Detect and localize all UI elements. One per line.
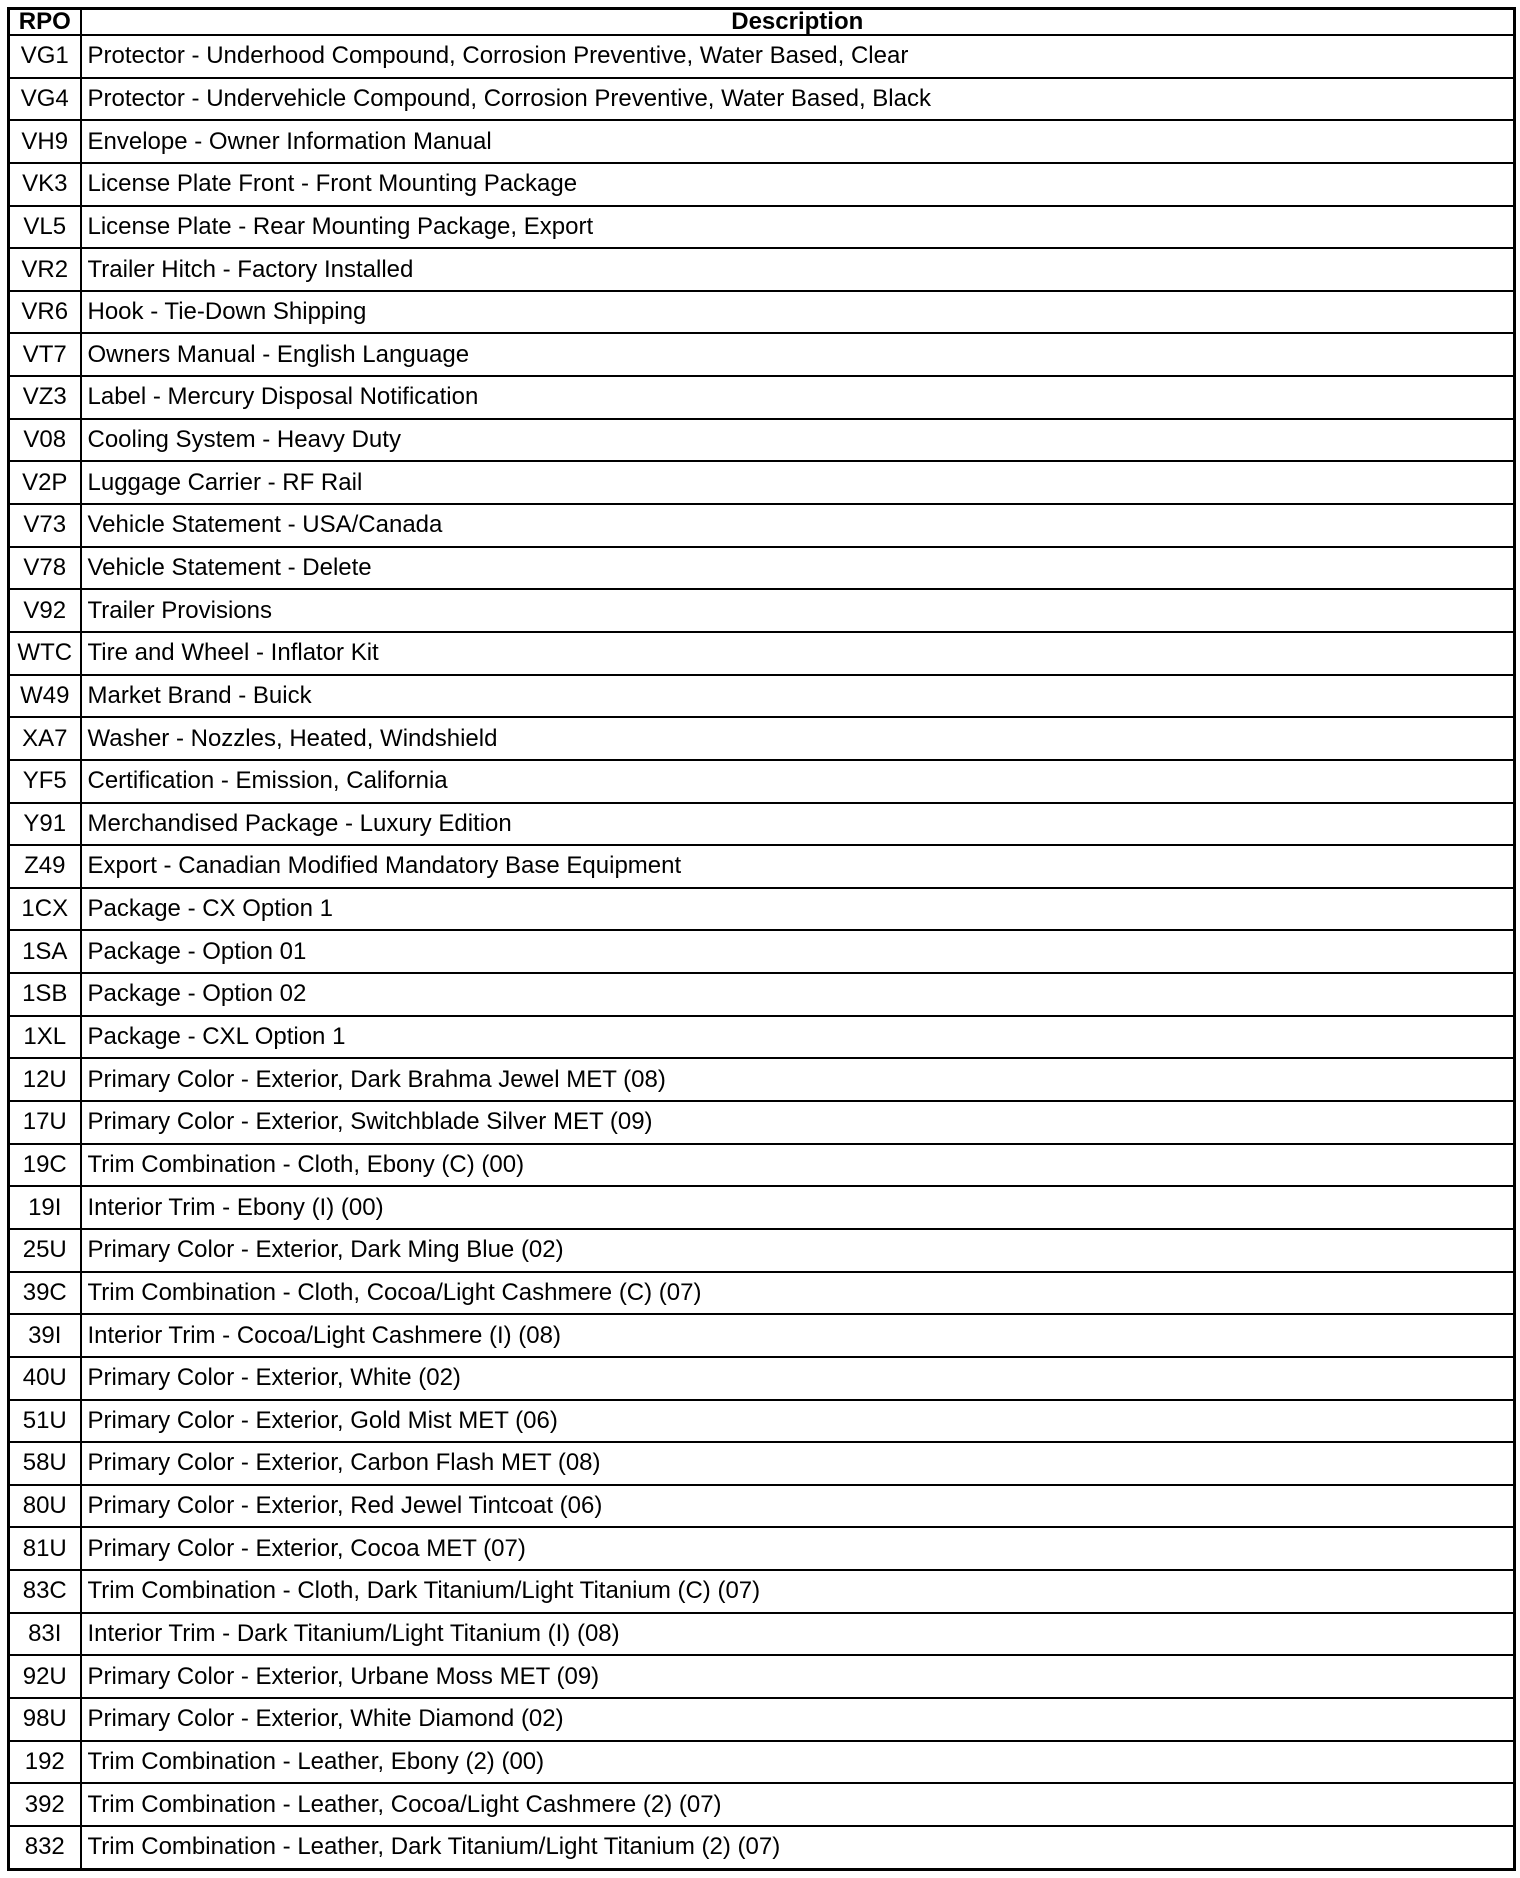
table-row	[9, 930, 1515, 973]
rpo-code-cell: 392	[9, 1783, 81, 1826]
rpo-code-cell: VZ3	[9, 376, 81, 419]
rpo-code-cell: VH9	[9, 120, 81, 163]
description-cell: Certification - Emission, California	[81, 760, 1515, 803]
rpo-code-cell: WTC	[9, 632, 81, 675]
rpo-code-cell: 39C	[9, 1272, 81, 1315]
description-cell: Primary Color - Exterior, Urbane Moss MET (09)	[81, 1655, 1515, 1698]
table-row	[9, 1229, 1515, 1272]
description-cell: Export - Canadian Modified Mandatory Base Equipment	[81, 845, 1515, 888]
rpo-code-cell: Z49	[9, 845, 81, 888]
table-row	[9, 376, 1515, 419]
table-row	[9, 803, 1515, 846]
table-row	[9, 1101, 1515, 1144]
description-cell: Washer - Nozzles, Heated, Windshield	[81, 717, 1515, 760]
table-row	[9, 333, 1515, 376]
rpo-code-cell: W49	[9, 675, 81, 718]
rpo-code-cell: 98U	[9, 1698, 81, 1741]
description-cell: Trailer Hitch - Factory Installed	[81, 248, 1515, 291]
description-cell: Primary Color - Exterior, White (02)	[81, 1357, 1515, 1400]
rpo-column-header: RPO	[9, 9, 81, 36]
rpo-code-cell: 81U	[9, 1527, 81, 1570]
description-cell: Envelope - Owner Information Manual	[81, 120, 1515, 163]
rpo-code-cell: VK3	[9, 163, 81, 206]
rpo-code-cell: 83C	[9, 1570, 81, 1613]
rpo-code-cell: 92U	[9, 1655, 81, 1698]
header-row	[9, 9, 1515, 36]
description-cell: Trim Combination - Leather, Cocoa/Light Cashmere (2) (07)	[81, 1783, 1515, 1826]
rpo-code-cell: VG1	[9, 35, 81, 78]
description-cell: Package - Option 02	[81, 973, 1515, 1016]
rpo-code-cell: 58U	[9, 1442, 81, 1485]
rpo-code-cell: VT7	[9, 333, 81, 376]
rpo-code-cell: 1SB	[9, 973, 81, 1016]
rpo-code-cell: 1CX	[9, 888, 81, 931]
table-row	[9, 1314, 1515, 1357]
table-row	[9, 291, 1515, 334]
rpo-code-cell: VL5	[9, 206, 81, 249]
table-row	[9, 1058, 1515, 1101]
description-column-header: Description	[81, 9, 1515, 36]
table-row	[9, 35, 1515, 78]
table-row	[9, 206, 1515, 249]
table-row	[9, 1741, 1515, 1784]
table-row	[9, 1655, 1515, 1698]
table-row	[9, 120, 1515, 163]
description-cell: Package - CXL Option 1	[81, 1016, 1515, 1059]
description-cell: Cooling System - Heavy Duty	[81, 419, 1515, 462]
rpo-code-cell: 192	[9, 1741, 81, 1784]
description-cell: Vehicle Statement - USA/Canada	[81, 504, 1515, 547]
table-row	[9, 163, 1515, 206]
table-row	[9, 1144, 1515, 1187]
rpo-code-cell: VR6	[9, 291, 81, 334]
rpo-code-cell: 1XL	[9, 1016, 81, 1059]
description-cell: Interior Trim - Cocoa/Light Cashmere (I) (08)	[81, 1314, 1515, 1357]
description-cell: Package - Option 01	[81, 930, 1515, 973]
table-row	[9, 419, 1515, 462]
description-cell: Primary Color - Exterior, Carbon Flash MET (08)	[81, 1442, 1515, 1485]
description-cell: Trim Combination - Cloth, Ebony (C) (00)	[81, 1144, 1515, 1187]
rpo-code-cell: 80U	[9, 1485, 81, 1528]
rpo-code-cell: V92	[9, 589, 81, 632]
rpo-code-cell: VG4	[9, 78, 81, 121]
description-cell: Label - Mercury Disposal Notification	[81, 376, 1515, 419]
rpo-code-cell: 19I	[9, 1186, 81, 1229]
description-cell: Primary Color - Exterior, Red Jewel Tintcoat (06)	[81, 1485, 1515, 1528]
rpo-code-cell: Y91	[9, 803, 81, 846]
rpo-code-cell: V08	[9, 419, 81, 462]
table-row	[9, 1357, 1515, 1400]
description-cell: Package - CX Option 1	[81, 888, 1515, 931]
table-row	[9, 1613, 1515, 1656]
table-row	[9, 547, 1515, 590]
table-row	[9, 78, 1515, 121]
table-row	[9, 717, 1515, 760]
table-row	[9, 845, 1515, 888]
table-row	[9, 504, 1515, 547]
description-cell: Hook - Tie-Down Shipping	[81, 291, 1515, 334]
table-body	[9, 35, 1515, 1870]
table-row	[9, 1485, 1515, 1528]
rpo-code-table	[7, 7, 1516, 1871]
table-row	[9, 888, 1515, 931]
rpo-code-cell: V78	[9, 547, 81, 590]
description-cell: Primary Color - Exterior, Dark Ming Blue (02)	[81, 1229, 1515, 1272]
description-cell: Primary Color - Exterior, Gold Mist MET (06)	[81, 1400, 1515, 1443]
rpo-code-cell: 19C	[9, 1144, 81, 1187]
description-cell: License Plate Front - Front Mounting Package	[81, 163, 1515, 206]
description-cell: Interior Trim - Ebony (I) (00)	[81, 1186, 1515, 1229]
table-row	[9, 1570, 1515, 1613]
rpo-code-cell: 83I	[9, 1613, 81, 1656]
rpo-code-cell: 832	[9, 1826, 81, 1870]
rpo-code-cell: 25U	[9, 1229, 81, 1272]
description-cell: Luggage Carrier - RF Rail	[81, 461, 1515, 504]
rpo-code-cell: V73	[9, 504, 81, 547]
description-cell: Protector - Undervehicle Compound, Corrosion Preventive, Water Based, Black	[81, 78, 1515, 121]
rpo-code-cell: 12U	[9, 1058, 81, 1101]
rpo-code-cell: XA7	[9, 717, 81, 760]
description-cell: Tire and Wheel - Inflator Kit	[81, 632, 1515, 675]
table-row	[9, 760, 1515, 803]
rpo-code-cell: YF5	[9, 760, 81, 803]
description-cell: Market Brand - Buick	[81, 675, 1515, 718]
description-cell: Primary Color - Exterior, Cocoa MET (07)	[81, 1527, 1515, 1570]
rpo-code-cell: 39I	[9, 1314, 81, 1357]
table-row	[9, 675, 1515, 718]
description-cell: Trim Combination - Leather, Ebony (2) (00)	[81, 1741, 1515, 1784]
table-row	[9, 589, 1515, 632]
table-row	[9, 1186, 1515, 1229]
table-row	[9, 461, 1515, 504]
description-cell: Primary Color - Exterior, Switchblade Silver MET (09)	[81, 1101, 1515, 1144]
rpo-code-cell: 51U	[9, 1400, 81, 1443]
description-cell: Vehicle Statement - Delete	[81, 547, 1515, 590]
table-row	[9, 1442, 1515, 1485]
description-cell: License Plate - Rear Mounting Package, Export	[81, 206, 1515, 249]
table-row	[9, 1783, 1515, 1826]
table-row	[9, 1698, 1515, 1741]
rpo-code-cell: 40U	[9, 1357, 81, 1400]
table-row	[9, 1272, 1515, 1315]
table-row	[9, 1527, 1515, 1570]
table-row	[9, 632, 1515, 675]
description-cell: Merchandised Package - Luxury Edition	[81, 803, 1515, 846]
description-cell: Primary Color - Exterior, White Diamond (02)	[81, 1698, 1515, 1741]
rpo-code-cell: 1SA	[9, 930, 81, 973]
rpo-code-table-container	[7, 7, 1513, 1871]
description-cell: Interior Trim - Dark Titanium/Light Titanium (I) (08)	[81, 1613, 1515, 1656]
table-header	[9, 9, 1515, 36]
table-row	[9, 1016, 1515, 1059]
table-row	[9, 973, 1515, 1016]
description-cell: Protector - Underhood Compound, Corrosion Preventive, Water Based, Clear	[81, 35, 1515, 78]
rpo-code-cell: 17U	[9, 1101, 81, 1144]
description-cell: Owners Manual - English Language	[81, 333, 1515, 376]
description-cell: Trim Combination - Leather, Dark Titanium/Light Titanium (2) (07)	[81, 1826, 1515, 1870]
description-cell: Trim Combination - Cloth, Dark Titanium/Light Titanium (C) (07)	[81, 1570, 1515, 1613]
table-row	[9, 1826, 1515, 1870]
rpo-code-cell: VR2	[9, 248, 81, 291]
table-row	[9, 1400, 1515, 1443]
description-cell: Trim Combination - Cloth, Cocoa/Light Cashmere (C) (07)	[81, 1272, 1515, 1315]
table-row	[9, 248, 1515, 291]
rpo-code-cell: V2P	[9, 461, 81, 504]
description-cell: Trailer Provisions	[81, 589, 1515, 632]
description-cell: Primary Color - Exterior, Dark Brahma Jewel MET (08)	[81, 1058, 1515, 1101]
